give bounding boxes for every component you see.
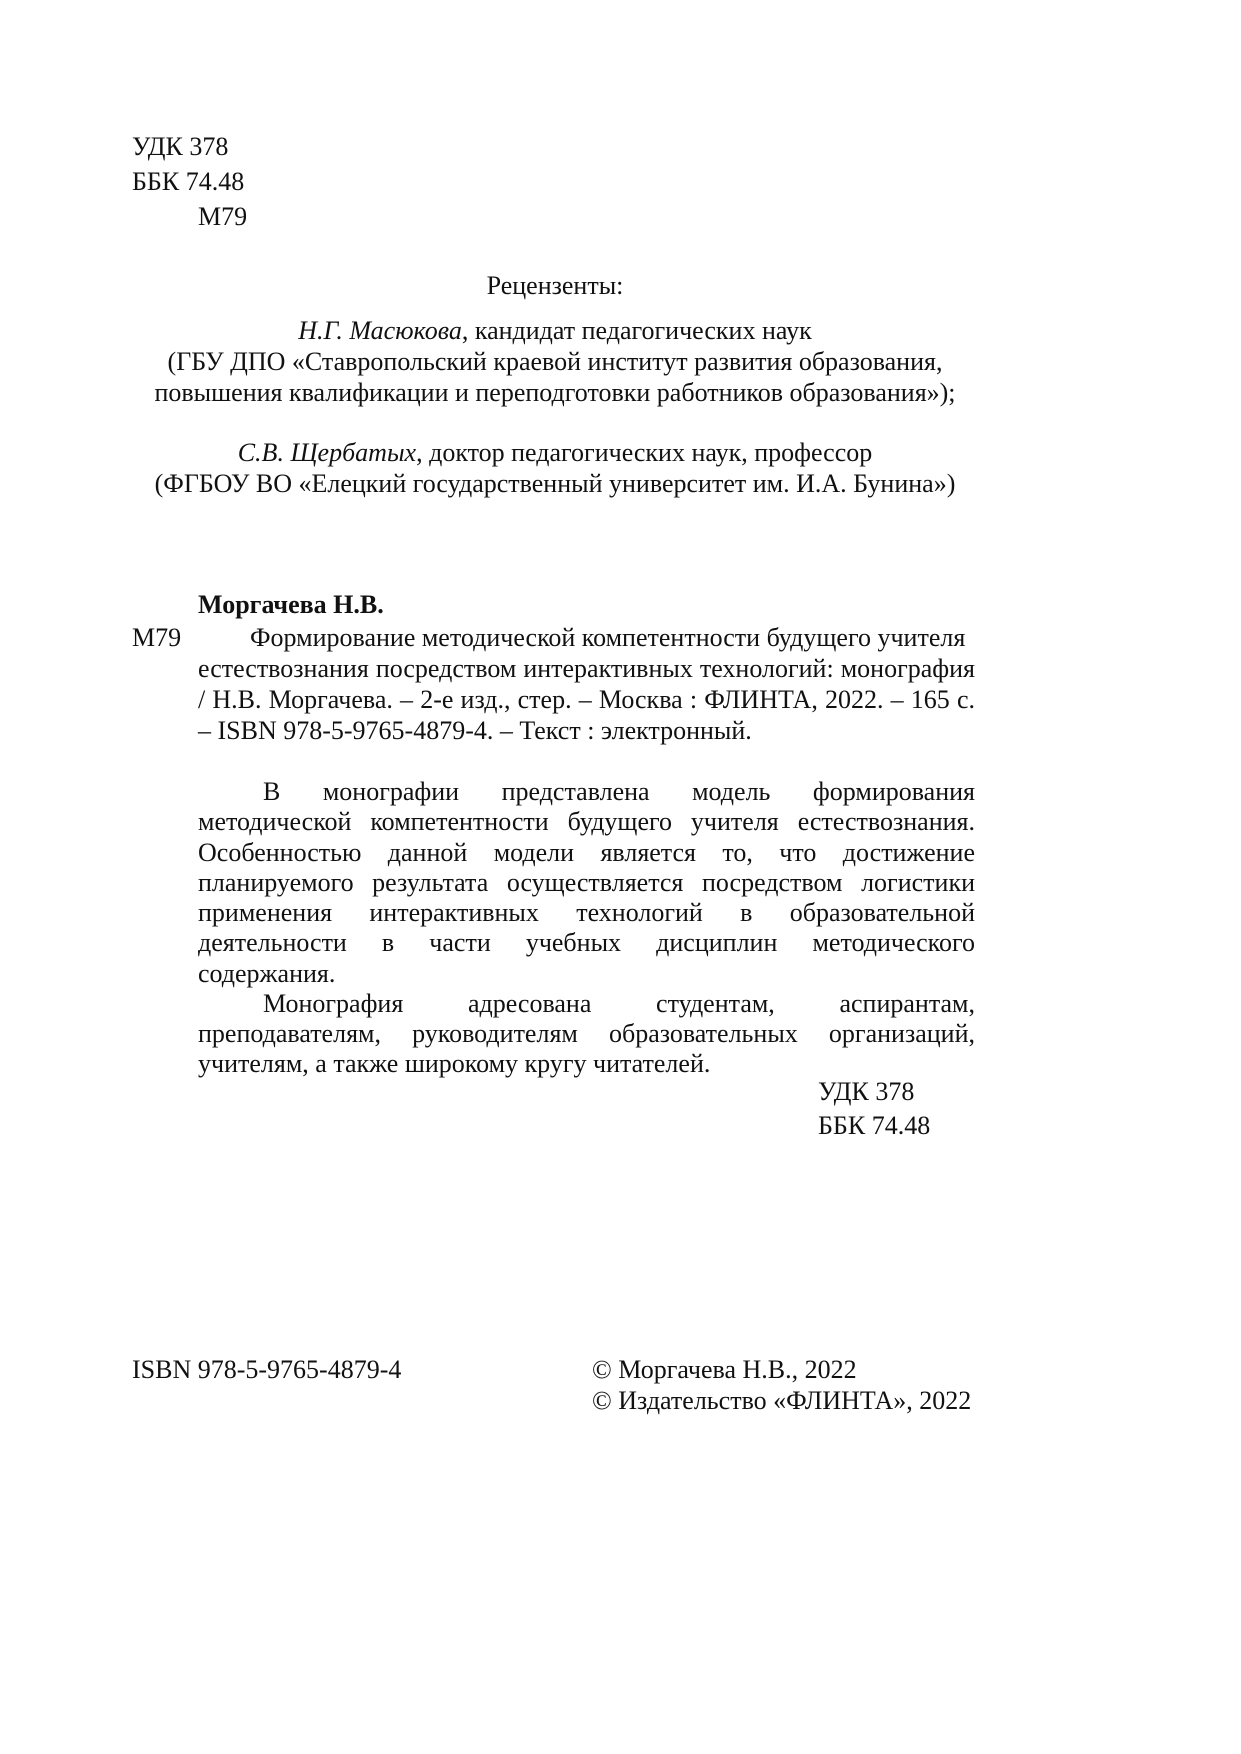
author-mark: М79 <box>198 202 248 231</box>
abstract-p1-line-2: методической компетентности будущего учителя естествознания. <box>198 807 975 836</box>
reviewer-2 <box>0 436 1110 470</box>
isbn: ISBN 978-5-9765-4879-4 <box>132 1355 402 1384</box>
copyright-publisher: © Издательство «ФЛИНТА», 2022 <box>592 1386 972 1415</box>
reviewer-1-name: Н.Г. Масюкова <box>298 316 462 345</box>
reviewer-2-org-line-1: (ФГБОУ ВО «Елецкий государственный университет им. И.А. Бунина») <box>154 469 956 498</box>
bbk-code: ББК 74.48 <box>132 167 245 196</box>
copyright-author: © Моргачева Н.В., 2022 <box>592 1355 857 1384</box>
abstract-p1-line-4: планируемого результата осуществляется посредством логистики <box>198 868 975 897</box>
abstract-p2-line-2: преподавателям, руководителям образовательных организаций, <box>198 1019 975 1048</box>
reviewer-1-org-line-1: (ГБУ ДПО «Ставропольский краевой институт развития образования, <box>167 347 943 376</box>
reviewer-1 <box>0 314 1110 348</box>
catalog-mark: М79 <box>132 623 182 652</box>
catalog-desc-line-3: / Н.В. Моргачева. – 2-е изд., стер. – Москва : ФЛИНТА, 2022. – 165 с. <box>198 685 975 714</box>
abstract-p1-line-5: применения интерактивных технологий в образовательной <box>198 898 975 927</box>
abstract-p1-line-3: Особенностью данной модели является то, что достижение <box>198 838 975 867</box>
abstract-p1-line-6: деятельности в части учебных дисциплин методического <box>198 928 975 957</box>
udk-code: УДК 378 <box>132 132 229 161</box>
catalog-author <box>198 588 384 622</box>
abstract-p2-line-1: Монография адресована студентам, аспирантам, <box>263 989 975 1018</box>
abstract-p1-line-7: содержания. <box>198 959 336 988</box>
catalog-desc-line-1: Формирование методической компетентности будущего учителя <box>250 623 966 652</box>
reviewer-1-degree: , кандидат педагогических наук <box>461 316 812 345</box>
reviewer-2-degree: , доктор педагогических наук, профессор <box>416 438 873 467</box>
catalog-desc-line-4: – ISBN 978-5-9765-4879-4. – Текст : электронный. <box>198 716 752 745</box>
abstract-p2-line-3: учителям, а также широкому кругу читателей. <box>198 1049 711 1078</box>
reviewer-2-name: С.В. Щербатых <box>237 438 417 467</box>
reviewers-title: Рецензенты: <box>486 271 624 300</box>
reviewer-1-org-line-2: повышения квалификации и переподготовки работников образования»); <box>154 378 956 407</box>
index-bbk-code: ББК 74.48 <box>818 1111 931 1140</box>
catalog-author-name: Моргачева Н.В. <box>198 590 384 619</box>
abstract-p1-line-1: В монографии представлена модель формирования <box>263 777 975 806</box>
catalog-desc-line-2: естествознания посредством интерактивных технологий: монография <box>198 654 975 683</box>
index-udk-code: УДК 378 <box>818 1077 915 1106</box>
